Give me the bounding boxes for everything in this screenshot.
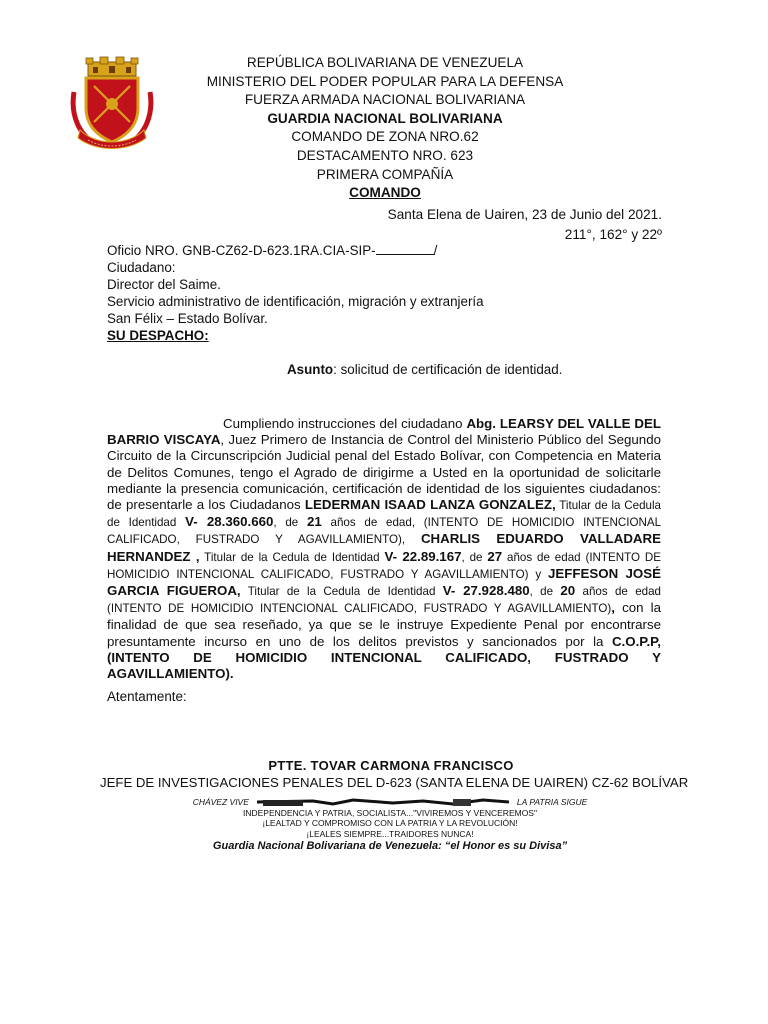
- oficio-blank: [376, 243, 434, 255]
- addressee-location: San Félix – Estado Bolívar.: [107, 311, 268, 326]
- signature-block: [100, 757, 689, 791]
- header-detachment: DESTACAMENTO NRO. 623: [296, 147, 474, 163]
- oficio-number: Oficio NRO. GNB-CZ62-D-623.1RA.CIA-SIP- /: [107, 243, 438, 258]
- footer-line-2: ¡LEALTAD Y COMPROMISO CON LA PATRIA Y LA REVOLUCIÓN!: [262, 818, 518, 829]
- footer: [150, 797, 630, 852]
- addressee-salutation: Ciudadano:: [107, 260, 176, 275]
- signatory-role: JEFE DE INVESTIGACIONES PENALES DEL D-623 (SANTA ELENA DE UAIREN) CZ-62 BOLÍVAR: [100, 775, 689, 790]
- years-line: 211°, 162° y 22º: [564, 227, 662, 242]
- crown-icon: [86, 57, 138, 76]
- addressee-institution: Servicio administrativo de identificación, migración y extranjería: [107, 294, 484, 309]
- letterhead: [140, 54, 630, 203]
- header-gnb: GUARDIA NACIONAL BOLIVARIANA: [267, 110, 503, 126]
- header-republic: REPÚBLICA BOLIVARIANA DE VENEZUELA: [246, 55, 524, 70]
- footer-line-3: ¡LEALES SIEMPRE...TRAIDORES NUNCA!: [306, 828, 474, 839]
- header-fanb: FUERZA ARMADA NACIONAL BOLIVARIANA: [244, 92, 526, 108]
- signatory-name: PTTE. TOVAR CARMONA FRANCISCO: [268, 758, 514, 773]
- date-block: [388, 205, 662, 245]
- su-despacho: SU DESPACHO:: [107, 328, 209, 343]
- motto-left: CHÁVEZ VIVE: [192, 797, 249, 807]
- footer-line-1: INDEPENDENCIA Y PATRIA, SOCIALISTA..."VIVIREMOS Y VENCEREMOS": [242, 807, 537, 818]
- addressee-title: Director del Saime.: [107, 277, 221, 292]
- addressee-block: [107, 242, 484, 344]
- footer-divisa: Guardia Nacional Bolivariana de Venezuela: “el Honor es su Divisa”: [212, 840, 568, 853]
- header-zone: COMANDO DE ZONA NRO.62: [291, 129, 479, 145]
- date-line: Santa Elena de Uairen, 23 de Junio del 2021.: [387, 207, 662, 222]
- footer-motto-row: [150, 797, 630, 808]
- header-ministry: MINISTERIO DEL PODER POPULAR PARA LA DEFENSA: [206, 73, 564, 89]
- header-company: PRIMERA COMPAÑÍA: [316, 166, 454, 182]
- motto-right: LA PATRIA SIGUE: [516, 797, 588, 807]
- closing: Atentamente:: [107, 689, 187, 704]
- header-command: COMANDO: [349, 185, 421, 201]
- subject-line: Asunto: solicitud de certificación de identidad.: [287, 362, 563, 377]
- letter-body: Cumpliendo instrucciones del ciudadano Abg. LEARSY DEL VALLE DEL BARRIO VISCAYA, Juez Primero de Instancia de Control del Ministerio Público del Segundo Circuito de la Circunscripción Judicial penal del Estado Bolívar, con Competencia en Materia de Delitos Comunes, tengo el Agrado de dirigirme a Usted en la oportunidad de solicitarle mediante la presencia comunicación, certificación de identidad de los siguientes ciudadanos: de presentarle a los Ciudadanos LEDERMAN ISAAD LANZA GONZALEZ, Titular de la Cedula de Identidad V- 28.360.660, de 21 años de edad, (INTENTO DE HOMICIDIO INTENCIONAL CALIFICADO, FUSTRADO Y AGAVILLAMIENTO), CHARLIS EDUARDO VALLADARE HERNANDEZ , Titular de la Cedula de Identidad V- 22.89.167, de 27 años de edad (INTENTO DE HOMICIDIO INTENCIONAL CALIFICADO, FUSTRADO Y AGAVILLAMIENTO) y JEFFESON JOSÉ GARCIA FIGUEROA, Titular de la Cedula de Identidad V- 27.928.480, de 20 años de edad (INTENTO DE HOMICIDIO INTENCIONAL CALIFICADO, FUSTRADO Y AGAVILLAMIENTO), con la finalidad de que sea reseñado, ya que se le instruye Expediente Penal por encontrarse presuntamente incurso en uno de los delitos previstos y sancionados por la C.O.P.P, (INTENTO DE HOMICIDIO INTENCIONAL CALIFICADO, FUSTRADO Y AGAVILLAMIENTO).: [107, 416, 662, 682]
- signature-scribble-icon: [253, 798, 513, 807]
